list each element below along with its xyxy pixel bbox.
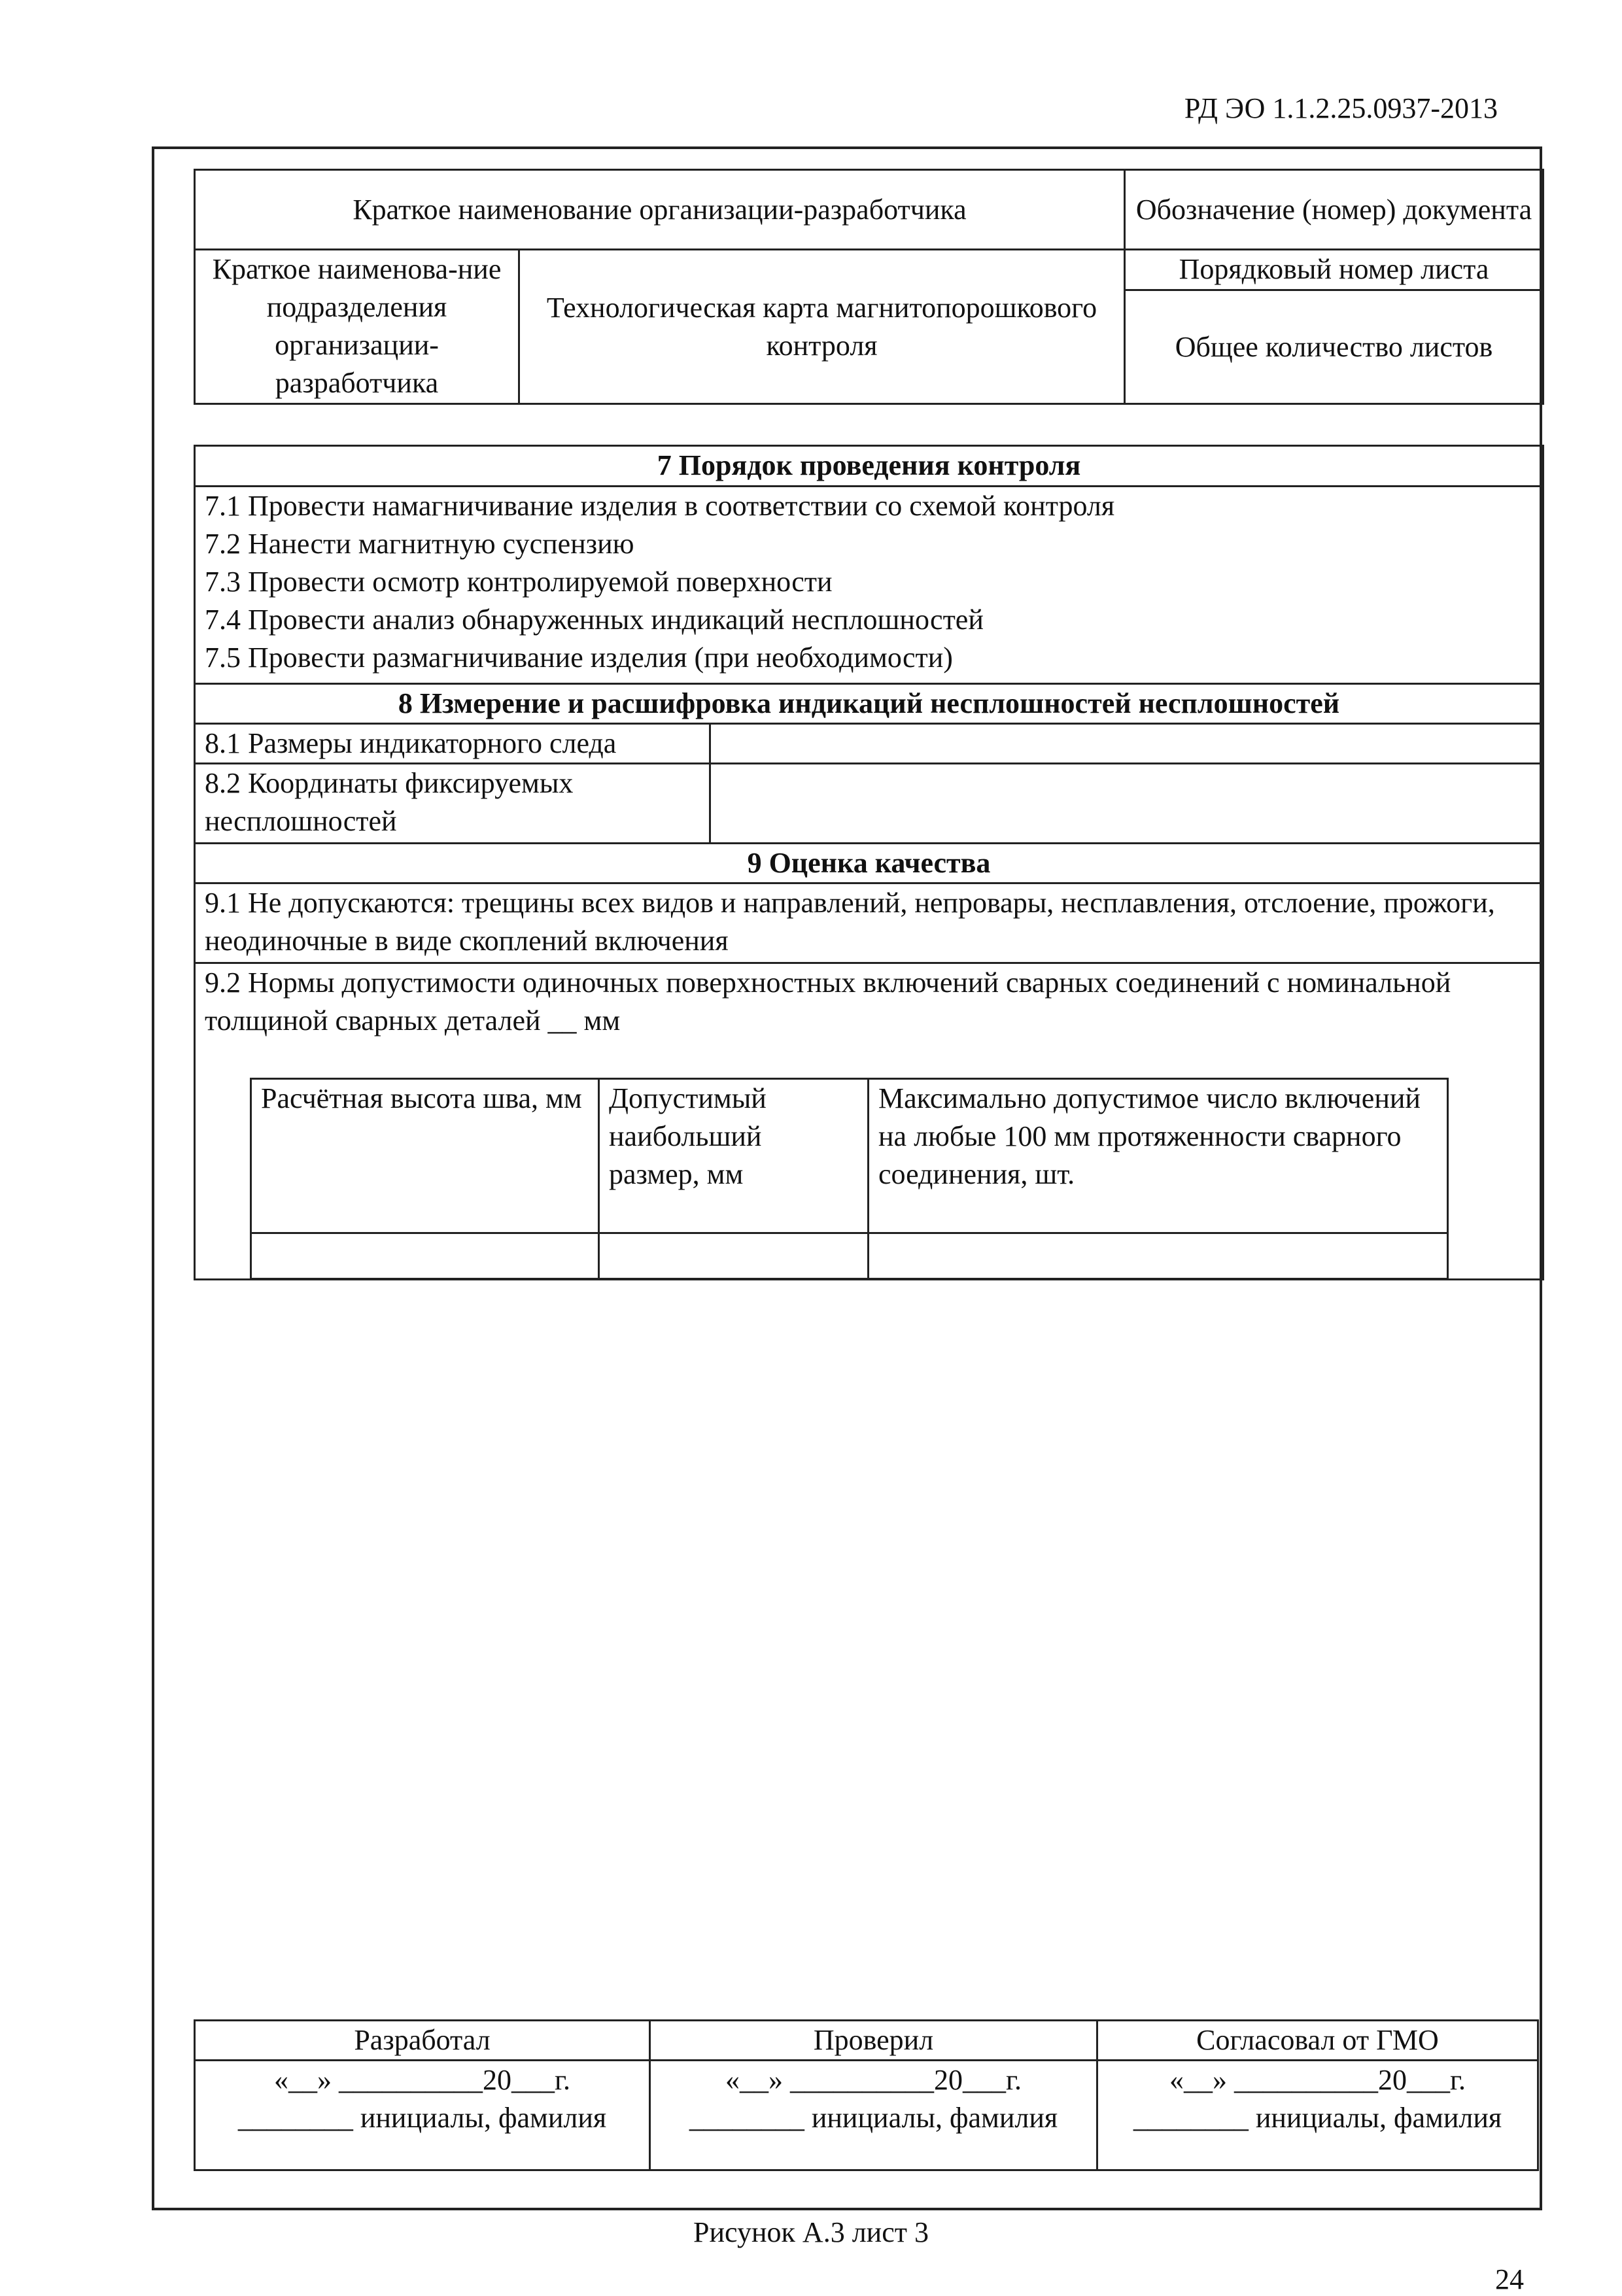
date-line: «__» __________20___г. [273,2064,571,2096]
developed-by-header: Разработал [195,2021,650,2061]
document-code: РД ЭО 1.1.2.25.0937-2013 [1184,92,1498,124]
list-item: 7.1 Провести намагничивание изделия в соответствии со схемой контроля [205,490,1115,522]
coordinates-label: 8.2 Координаты фиксируемых несплошностей [195,764,710,844]
org-short-name: Краткое наименование организации-разработчика [195,170,1125,250]
sheet-number-label: Порядковый номер листа [1125,250,1544,290]
trace-size-value [710,724,1544,764]
date-line: «__» __________20___г. [725,2064,1022,2096]
approved-by-fields [1097,2061,1538,2170]
section9-title: 9 Оценка качества [195,844,1544,883]
coordinates-value [710,764,1544,844]
list-item: 7.3 Провести осмотр контролируемой поверхности [205,566,833,598]
section7-title: 7 Порядок проведения контроля [195,446,1544,487]
approved-by-header: Согласовал от ГМО [1097,2021,1538,2061]
doc-designation: Обозначение (номер) документа [1125,170,1544,250]
norm-cell [251,1233,599,1279]
section7-items [195,487,1544,684]
name-line: ________ инициалы, фамилия [237,2102,607,2134]
section9-item2: 9.2 Нормы допустимости одиночных поверхностных включений сварных соединений с номинальной толщиной сварных деталей __ мм [195,963,1544,1280]
date-line: «__» __________20___г. [1169,2064,1466,2096]
norm-header-height: Расчётная высота шва, мм [251,1079,599,1233]
norms-table [250,1078,1449,1280]
section8-title: 8 Измерение и расшифровка индикаций несплошностей несплошностей [195,684,1544,724]
list-item: 7.4 Провести анализ обнаруженных индикаций несплошностей [205,604,984,636]
card-title: Технологическая карта магнитопорошкового контроля [519,250,1125,404]
developed-by-fields [195,2061,650,2170]
section9-item1: 9.1 Не допускаются: трещины всех видов и направлений, непровары, несплавления, отслоение, прожоги, неодиночные в виде скоплений включения [195,883,1544,963]
list-item: 7.5 Провести размагничивание изделия (при необходимости) [205,642,953,674]
name-line: ________ инициалы, фамилия [689,2102,1058,2134]
header-table [194,169,1544,405]
page-number: 24 [1495,2263,1524,2295]
figure-caption: Рисунок А.3 лист 3 [693,2216,929,2248]
norm-cell [869,1233,1448,1279]
trace-size-label: 8.1 Размеры индикаторного следа [195,724,710,764]
signature-table [194,2019,1539,2171]
norm-header-count: Максимально допустимое число включений на любые 100 мм протяженности сварного соединения, шт. [869,1079,1448,1233]
norm-header-size: Допустимый наибольший размер, мм [599,1079,869,1233]
checked-by-header: Проверил [650,2021,1097,2061]
total-sheets-label: Общее количество листов [1125,290,1544,404]
list-item: 7.2 Нанести магнитную суспензию [205,528,634,560]
norm-cell [599,1233,869,1279]
name-line: ________ инициалы, фамилия [1133,2102,1502,2134]
subdivision-name: Краткое наименова-ние подразделения организации-разработчика [195,250,519,404]
checked-by-fields [650,2061,1097,2170]
